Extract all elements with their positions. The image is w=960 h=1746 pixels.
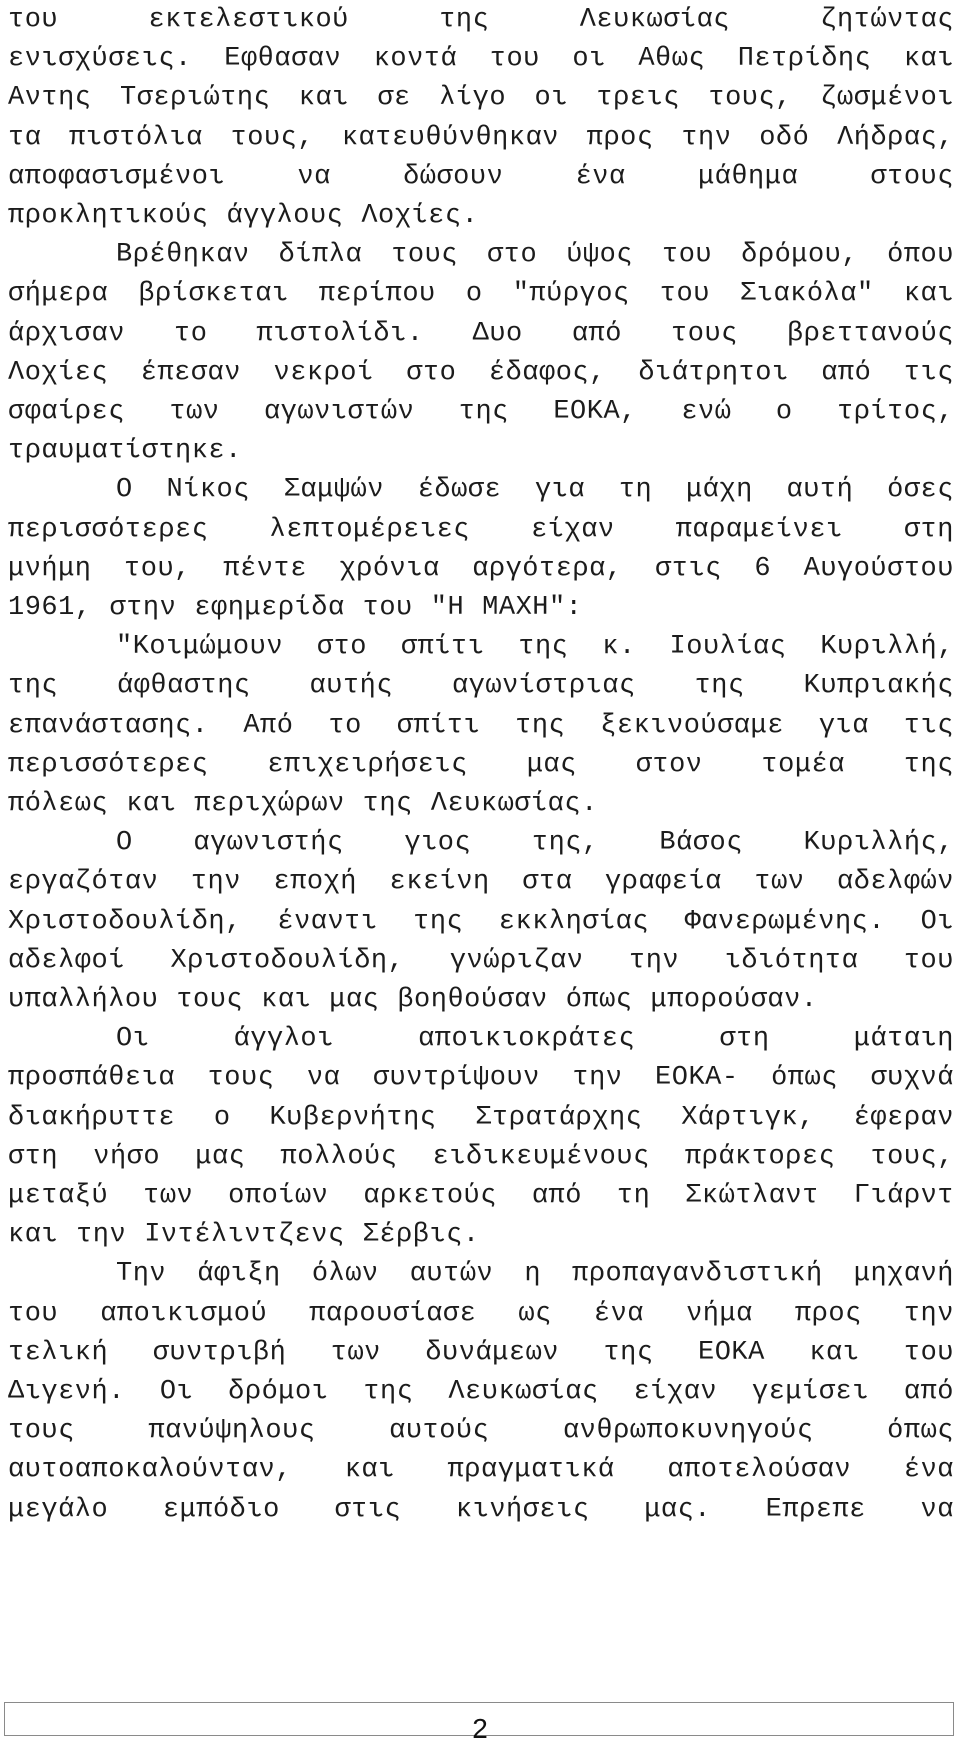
word: μας	[329, 985, 380, 1015]
word: οι	[534, 83, 568, 114]
text-line	[8, 627, 954, 667]
word: εκτελεστικού	[148, 5, 349, 35]
word: στο	[487, 240, 538, 271]
word: εφημερίδα	[194, 593, 345, 623]
word: 1961,	[8, 593, 92, 623]
word: Αντης	[8, 83, 92, 114]
word: ύψος	[566, 240, 633, 271]
word: του	[662, 240, 713, 271]
text-line	[8, 157, 954, 197]
word: στη	[8, 1141, 59, 1172]
word: Σέρβις.	[362, 1220, 480, 1251]
text-line	[8, 1411, 954, 1451]
word: σπίτι	[396, 710, 481, 741]
word: ο	[465, 279, 483, 310]
word: Γιάρντ	[853, 1181, 954, 1211]
text-line	[8, 1333, 954, 1373]
word: εμπόδιο	[162, 1494, 280, 1525]
word: τους	[671, 318, 738, 349]
word: και	[261, 985, 312, 1015]
word: των	[169, 397, 220, 427]
word: δίπλα	[278, 240, 363, 271]
word: Χάρτιγκ,	[681, 1102, 815, 1133]
word: εκκλησίας	[498, 906, 650, 937]
word: Διγενή.	[8, 1377, 125, 1407]
word: γνώριζαν	[449, 945, 584, 976]
word: Εφθασαν	[224, 44, 342, 75]
word: Βάσος	[659, 828, 743, 859]
word: μας.	[644, 1494, 712, 1525]
text-line	[8, 1176, 954, 1216]
word: στον	[635, 749, 703, 780]
word: Χριστοδουλίδη,	[8, 906, 242, 937]
word: στις	[655, 553, 722, 584]
word: αγωνίστριας	[451, 671, 636, 702]
word: γιος	[404, 828, 472, 859]
word: και	[126, 789, 177, 819]
word: περισσότερες	[8, 749, 209, 780]
word: τρίτος,	[837, 397, 954, 427]
word: ζωσμένοι	[820, 83, 954, 114]
word: ένα	[903, 1455, 954, 1486]
word: του	[489, 44, 540, 75]
word: συντριβή	[152, 1337, 287, 1368]
text-line	[8, 0, 954, 40]
text-line	[8, 314, 954, 354]
word: προς	[794, 1298, 862, 1329]
word: την	[572, 1063, 623, 1094]
word: Οι	[116, 1024, 150, 1055]
word: Φανερωμένης.	[684, 906, 886, 937]
text-line	[8, 353, 954, 393]
word: να	[920, 1494, 954, 1525]
word: των	[330, 1337, 381, 1368]
word: ΜΑΧΗ":	[482, 593, 583, 623]
word: μάχη	[685, 475, 753, 506]
text-line	[8, 1450, 954, 1490]
word: πιστόλια	[69, 122, 203, 153]
text-line	[8, 392, 954, 432]
word: συντρίψουν	[372, 1063, 540, 1094]
word: Σαμψών	[283, 475, 384, 506]
word: Ο	[116, 828, 133, 859]
word: Κυριλλής,	[803, 828, 954, 859]
word: Ιντέλιντζενς	[144, 1220, 345, 1251]
word: όπως	[887, 1416, 954, 1447]
word: αγωνιστής	[193, 828, 344, 859]
text-line	[8, 902, 954, 942]
word: και	[298, 83, 349, 114]
word: του	[362, 593, 413, 623]
text-line	[8, 1254, 954, 1294]
word: ζητώντας	[820, 5, 954, 35]
text-line	[8, 862, 954, 902]
word: οποίων	[228, 1181, 329, 1211]
word: τους	[8, 1416, 75, 1447]
word: αυτής	[309, 671, 394, 702]
word: σήμερα	[8, 279, 109, 310]
word: όπως	[771, 1063, 838, 1094]
word: υπαλλήλου	[8, 985, 159, 1015]
word: της	[8, 671, 59, 702]
word: περισσότερες	[8, 514, 209, 545]
word: τρεις	[596, 83, 680, 114]
word: Σιακόλα"	[740, 279, 874, 310]
word: Ιουλίας	[669, 632, 787, 663]
word: στη	[903, 514, 954, 545]
text-line	[8, 980, 954, 1020]
word: "πύργος	[512, 279, 630, 310]
word: την	[681, 122, 732, 153]
text-line	[8, 470, 954, 510]
word: της,	[531, 828, 599, 859]
word: τους,	[230, 122, 315, 153]
word: όσες	[887, 475, 954, 506]
word: προκλητικούς	[8, 201, 209, 231]
word: στην	[109, 593, 177, 623]
word: έδωσε	[417, 475, 502, 506]
word: και	[8, 1220, 59, 1251]
word: της	[439, 5, 490, 35]
word: άφιξη	[197, 1259, 281, 1290]
word: ως	[518, 1298, 552, 1329]
word: και	[809, 1337, 860, 1368]
text-line	[8, 1137, 954, 1177]
word: για	[534, 475, 586, 506]
word: έδαφος,	[488, 357, 606, 388]
word: Αυγούστου	[803, 553, 954, 584]
word: δυνάμεων	[425, 1337, 559, 1368]
word: στα	[522, 867, 573, 898]
word: δώσουν	[403, 161, 504, 192]
word: παραμείνει	[675, 514, 843, 545]
word: ειδικευμένους	[432, 1141, 650, 1172]
word: βρεττανούς	[786, 318, 954, 349]
word: πόλεως	[8, 789, 109, 819]
text-line	[8, 1294, 954, 1334]
word: τις	[903, 357, 954, 388]
word: 6	[754, 553, 772, 584]
word: της	[903, 749, 954, 780]
word: περιχώρων	[194, 789, 345, 819]
word: της	[518, 632, 569, 663]
word: πέντε	[223, 553, 307, 584]
text-line	[8, 1098, 954, 1138]
word: Κυπριακής	[803, 671, 954, 702]
word: των	[754, 867, 805, 898]
word: όπου	[887, 240, 954, 271]
word: αυτοαποκαλούνταν,	[8, 1455, 292, 1486]
word: μηχανή	[853, 1259, 954, 1290]
word: Λήδρας,	[837, 122, 954, 153]
word: στο	[406, 357, 457, 388]
text-line	[8, 588, 954, 628]
word: Επρεπε	[765, 1494, 866, 1525]
word: ένα	[575, 161, 626, 192]
word: μάθημα	[697, 161, 799, 192]
word: Οι	[920, 906, 954, 937]
word: του	[903, 1337, 954, 1368]
word: της	[458, 397, 509, 427]
word: άγγλοι	[233, 1024, 334, 1055]
word: Λευκωσίας.	[430, 789, 598, 819]
word: ένα	[593, 1298, 644, 1329]
document-page	[8, 0, 954, 1742]
word: σε	[377, 83, 411, 114]
word: μνήμη	[8, 553, 92, 584]
word: αυτή	[786, 475, 854, 506]
word: του	[903, 945, 954, 976]
word: την	[76, 1220, 127, 1251]
word: πράκτορες	[684, 1141, 836, 1172]
word: ανθρωποκυνηγούς	[562, 1416, 814, 1447]
text-line	[8, 510, 954, 550]
word: έναντι	[277, 906, 378, 937]
word: Από	[243, 710, 294, 741]
word: κατευθύνθηκαν	[341, 122, 559, 153]
word: εποχή	[273, 867, 358, 898]
word: όλων	[311, 1259, 379, 1290]
text-line	[8, 1058, 954, 1098]
word: της	[694, 671, 745, 702]
word: του	[8, 1298, 59, 1329]
word: τα	[8, 122, 42, 153]
text-line	[8, 549, 954, 589]
word: Νίκος	[166, 475, 250, 506]
word: από	[821, 357, 872, 388]
word: της	[363, 1377, 414, 1407]
text-line	[8, 1019, 954, 1059]
word: και	[903, 279, 954, 310]
word: ΕΟΚΑ-	[655, 1063, 739, 1094]
word: των	[143, 1181, 194, 1211]
word: επιχειρήσεις	[267, 749, 468, 780]
word: Βρέθηκαν	[116, 240, 250, 271]
word: είχαν	[531, 514, 615, 545]
word: πανύψηλους	[148, 1416, 316, 1447]
word: αργότερα,	[472, 553, 623, 584]
word: ιδιότητα	[724, 945, 859, 976]
word: γραφεία	[604, 867, 722, 898]
word: της	[603, 1337, 654, 1368]
word: Την	[116, 1259, 167, 1290]
text-line	[8, 1490, 954, 1530]
text-line	[8, 118, 954, 158]
word: αποφασισμένοι	[8, 161, 226, 192]
word: ο	[213, 1102, 231, 1133]
word: διάτρητοι	[638, 357, 789, 388]
text-line	[8, 823, 954, 863]
word: χρόνια	[339, 553, 440, 584]
word: ενισχύσεις.	[8, 44, 192, 75]
word: πιστολίδι.	[256, 318, 424, 349]
text-line	[8, 784, 954, 824]
word: στη	[719, 1024, 770, 1055]
word: είχαν	[633, 1377, 718, 1407]
word: όπως	[565, 985, 633, 1015]
word: κοντά	[373, 44, 458, 75]
word: βοηθούσαν	[397, 985, 548, 1015]
word: Σκώτλαντ	[685, 1181, 819, 1211]
word: τους,	[708, 83, 792, 114]
word: αρκετούς	[363, 1181, 497, 1211]
word: η	[524, 1259, 542, 1290]
word: άγγλους	[226, 201, 344, 231]
text-line	[8, 745, 954, 785]
word: γεμίσει	[752, 1377, 869, 1407]
word: τους	[176, 985, 244, 1015]
word: άφθαστης	[117, 671, 251, 702]
word: το	[328, 710, 362, 741]
word: άρχισαν	[8, 318, 125, 349]
word: του,	[124, 553, 191, 584]
word: από	[903, 1377, 954, 1407]
word: κινήσεις	[455, 1494, 590, 1525]
text-line	[8, 196, 954, 236]
word: μας	[195, 1141, 246, 1172]
word: αποικισμού	[100, 1298, 268, 1329]
word: του	[8, 5, 59, 35]
word: αγωνιστών	[263, 397, 415, 427]
word: Οι	[159, 1377, 194, 1407]
word: το	[174, 318, 208, 349]
text-line	[8, 706, 954, 746]
word: Στρατάρχης	[475, 1102, 643, 1133]
word: συχνά	[870, 1063, 954, 1094]
word: επανάστασης.	[8, 710, 209, 741]
word: του	[659, 279, 710, 310]
word: ο	[775, 397, 793, 427]
word: οι	[572, 44, 606, 75]
word: μάταιη	[853, 1024, 954, 1055]
word: νήμα	[686, 1298, 753, 1329]
word: αποικιοκράτες	[418, 1024, 636, 1055]
text-line	[8, 1372, 954, 1412]
word: Δυο	[472, 318, 523, 349]
word: Λευκωσίας	[579, 5, 731, 35]
word: δρόμου,	[741, 240, 859, 271]
word: σφαίρες	[8, 397, 125, 427]
word: αδελφοί	[8, 945, 125, 976]
word: ξεκινούσαμε	[600, 710, 784, 741]
text-line	[8, 274, 954, 314]
word: νεκροί	[273, 357, 374, 388]
word: τους,	[870, 1141, 954, 1172]
text-line	[8, 78, 954, 118]
word: μεταξύ	[8, 1181, 109, 1211]
word: τομέα	[761, 749, 845, 780]
word: εκείνη	[389, 867, 490, 898]
word: τους	[207, 1063, 275, 1094]
word: και	[344, 1455, 395, 1486]
word: εργαζόταν	[8, 867, 159, 898]
word: της	[413, 906, 464, 937]
word: Κυριλλή,	[820, 632, 954, 663]
word: λίγο	[439, 83, 507, 114]
word: κ.	[602, 632, 636, 663]
word: αποτελούσαν	[667, 1455, 852, 1486]
word: πολλούς	[280, 1141, 398, 1172]
word: ΕΟΚΑ,	[553, 397, 637, 427]
text-line	[8, 235, 954, 275]
word: αυτών	[409, 1259, 494, 1290]
word: οδό	[759, 122, 810, 153]
word: την	[190, 867, 241, 898]
word: βρίσκεται	[138, 279, 289, 310]
word: Πετρίδης	[737, 44, 872, 75]
word: τους	[391, 240, 459, 271]
word: Λοχίες	[8, 357, 109, 388]
word: προς	[586, 122, 654, 153]
word: να	[297, 161, 331, 192]
word: Λευκωσίας	[448, 1377, 599, 1407]
word: παρουσίασε	[309, 1298, 477, 1329]
word: νήσο	[93, 1141, 161, 1172]
word: στο	[316, 632, 368, 663]
word: την	[903, 1298, 954, 1329]
word: τη	[616, 1181, 651, 1211]
word: και	[903, 44, 954, 75]
word: Ο	[116, 475, 133, 506]
word: περίπου	[318, 279, 436, 310]
word: Λοχίες.	[361, 201, 479, 231]
word: σπίτι	[400, 632, 485, 663]
word: Τσεριώτης	[119, 83, 271, 114]
word: προσπάθεια	[8, 1063, 176, 1094]
word: αυτούς	[389, 1416, 490, 1447]
word: έφεραν	[853, 1102, 954, 1133]
word: τις	[903, 710, 954, 741]
word: τη	[618, 475, 653, 506]
word: στους	[870, 161, 954, 192]
word: Αθως	[638, 44, 706, 75]
word: ενώ	[681, 397, 732, 427]
word: της	[362, 789, 413, 819]
word: λεπτομέρειες	[269, 514, 470, 545]
text-line	[8, 941, 954, 981]
word: της	[515, 710, 566, 741]
word: Χριστοδουλίδη,	[170, 945, 405, 976]
word: μας	[526, 749, 577, 780]
word: τελική	[8, 1337, 109, 1368]
word: αδελφών	[837, 867, 954, 898]
word: Κυβερνήτης	[269, 1102, 437, 1133]
word: στις	[334, 1494, 402, 1525]
word: δρόμοι	[228, 1377, 329, 1407]
word: "Η	[430, 593, 465, 623]
word: προπαγανδιστική	[572, 1259, 823, 1290]
word: τραυματίστηκε.	[8, 436, 242, 467]
word: μεγάλο	[8, 1494, 109, 1525]
word: την	[629, 945, 680, 976]
word: για	[818, 710, 869, 741]
word: από	[531, 1181, 582, 1211]
word: να	[306, 1063, 341, 1094]
word: πραγματικά	[447, 1455, 615, 1486]
text-line	[8, 666, 954, 706]
text-line	[8, 431, 954, 471]
text-line	[8, 39, 954, 79]
word: μπορούσαν.	[650, 985, 818, 1015]
word: ΕΟΚΑ	[698, 1337, 765, 1368]
text-line	[8, 1215, 954, 1255]
word: από	[571, 318, 622, 349]
word: "Κοιμώμουν	[116, 632, 284, 663]
page-number: 2	[472, 1713, 488, 1744]
word: έπεσαν	[140, 357, 241, 388]
word: διακήρυττε	[8, 1102, 176, 1133]
